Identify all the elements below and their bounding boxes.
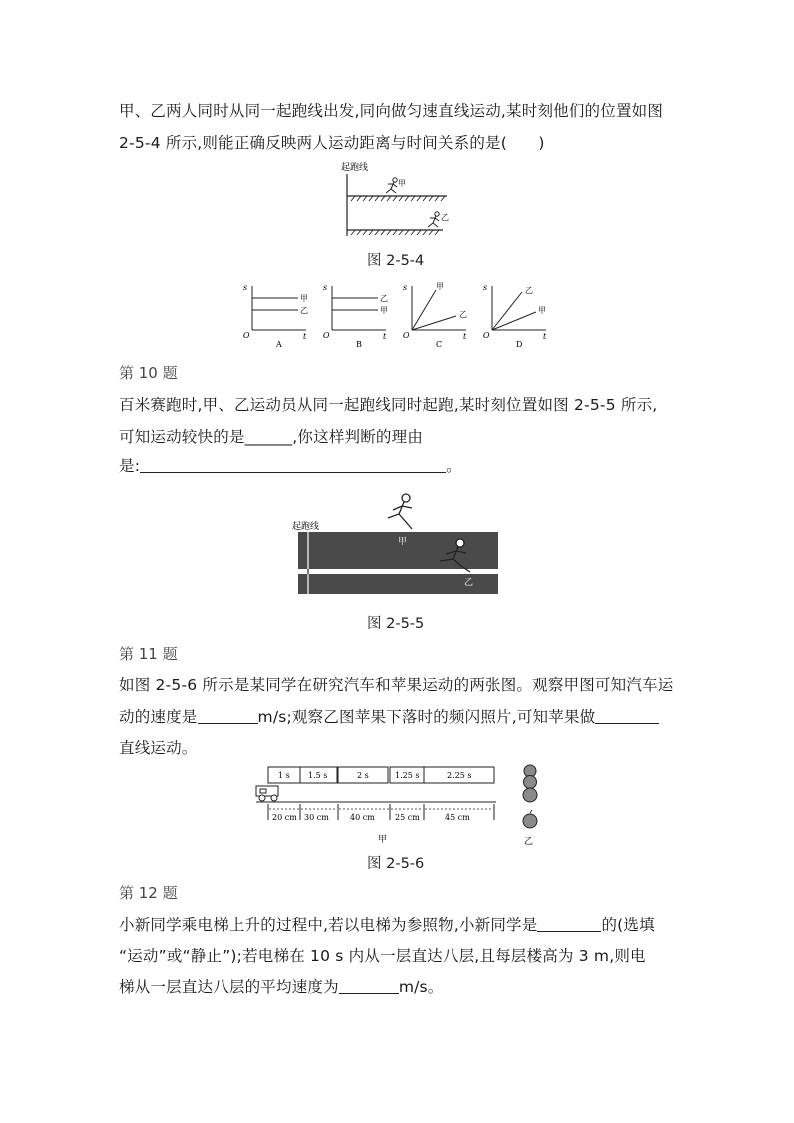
svg-text:O: O [323,331,330,340]
svg-text:O: O [483,331,490,340]
svg-text:O: O [403,331,410,340]
graph-d [483,283,547,349]
fig-256-label-jia: 甲 [378,835,388,845]
st-graphs [240,280,552,350]
q10-line3-prefix: 是: [119,457,141,475]
svg-text:甲: 甲 [538,306,546,315]
q12-heading: 第 12 题 [119,884,178,902]
distance-label-4: 25 cm [395,813,420,822]
q12-line1-a: 小新同学乘电梯上升的过程中,若以电梯为参照物,小新同学是 [119,916,538,934]
svg-text:B: B [356,340,362,349]
svg-text:甲: 甲 [380,306,388,315]
runner-jia-icon [386,178,397,193]
figure-2-5-4-caption: 图 2-5-4 [367,253,425,269]
q11-motion-blank[interactable] [595,709,659,724]
distance-label-1: 20 cm [272,813,297,822]
svg-text:s: s [483,283,488,292]
svg-text:乙: 乙 [380,294,388,303]
svg-text:乙: 乙 [300,306,308,315]
fig-255-runner-jia-label: 甲 [398,537,408,547]
svg-text:甲: 甲 [436,282,444,291]
time-label-5: 2.25 s [447,771,472,780]
q12-text-line2: “运动”或“静止”);若电梯在 10 s 内从一层直达八层,且每层楼高为 3 m,则电 [119,947,646,965]
apple-icons [523,764,537,828]
runner-yi-label: 乙 [441,213,449,222]
time-label-4: 1.25 s [395,771,420,780]
q12-line3-b: m/s。 [398,978,444,996]
distance-label-5: 45 cm [445,813,470,822]
runner-yi-icon [428,212,439,227]
q11-text-line3: 直线运动。 [119,739,198,757]
figure-2-5-4 [335,158,460,242]
svg-text:C: C [436,340,443,349]
distance-label-2: 30 cm [304,813,329,822]
q10-text-line2: 可知运动较快的是______,你这样判断的理由 [119,428,424,446]
svg-text:t: t [463,332,467,341]
q11-text-line2 [119,707,659,727]
fig-254-start-label: 起跑线 [341,163,369,173]
q12-line1-b: 的(选填 [601,916,655,934]
svg-text:s: s [243,283,248,292]
q12-speed-blank[interactable] [339,979,399,994]
q12-text-line3 [119,977,444,997]
q12-state-blank[interactable] [537,917,601,932]
figure-2-5-6 [252,764,552,850]
time-label-1: 1 s [278,771,290,780]
fig-255-runner-jia-icon [388,494,412,529]
figure-2-5-5 [288,488,502,600]
q9-text-line1: 甲、乙两人同时从同一起跑线出发,同向做匀速直线运动,某时刻他们的位置如图 [119,102,664,120]
distance-label-3: 40 cm [350,813,375,822]
time-label-3: 2 s [357,771,369,780]
figure-2-5-5-caption: 图 2-5-5 [367,616,425,632]
q11-heading: 第 11 题 [119,645,178,663]
graph-a [243,283,308,349]
fig-255-start-label: 起跑线 [292,522,320,532]
q10-text-line1: 百米赛跑时,甲、乙运动员从同一起跑线同时起跑,某时刻位置如图 2-5-5 所示, [119,396,658,414]
svg-text:乙: 乙 [525,286,533,295]
q10-heading: 第 10 题 [119,364,178,382]
fig-254-upper-hatch [351,196,445,201]
fig-254-lower-hatch [351,230,439,235]
q12-line3-a: 梯从一层直达八层的平均速度为 [119,978,339,996]
svg-text:D: D [516,340,523,349]
svg-text:s: s [403,283,408,292]
svg-text:t: t [543,332,547,341]
svg-text:A: A [276,340,282,349]
runner-jia-label: 甲 [398,179,406,188]
svg-text:O: O [243,331,250,340]
q11-line2-b: m/s;观察乙图苹果下落时的频闪照片,可知苹果做 [257,708,596,726]
q12-text-line1 [119,915,655,935]
q11-text-line1: 如图 2-5-6 所示是某同学在研究汽车和苹果运动的两张图。观察甲图可知汽车运 [119,676,674,694]
time-label-2: 1.5 s [308,771,328,780]
graph-b [323,283,388,349]
q10-line3-suffix: 。 [446,457,462,475]
svg-text:t: t [383,332,387,341]
figure-2-5-6-caption: 图 2-5-6 [367,856,425,872]
q11-speed-blank[interactable] [198,709,258,724]
q10-answer-blank[interactable] [140,458,446,473]
fig-255-runner-yi-label: 乙 [464,578,474,588]
car-icon [256,786,278,801]
svg-text:甲: 甲 [300,294,308,303]
graph-c [403,282,467,349]
q9-text-line2: 2-5-4 所示,则能正确反映两人运动距离与时间关系的是( ) [119,134,545,152]
q10-text-line3 [119,456,462,476]
q11-line2-a: 动的速度是 [119,708,198,726]
svg-text:s: s [323,283,328,292]
svg-text:t: t [303,332,307,341]
svg-text:乙: 乙 [459,310,467,319]
fig-256-label-yi: 乙 [524,837,534,847]
